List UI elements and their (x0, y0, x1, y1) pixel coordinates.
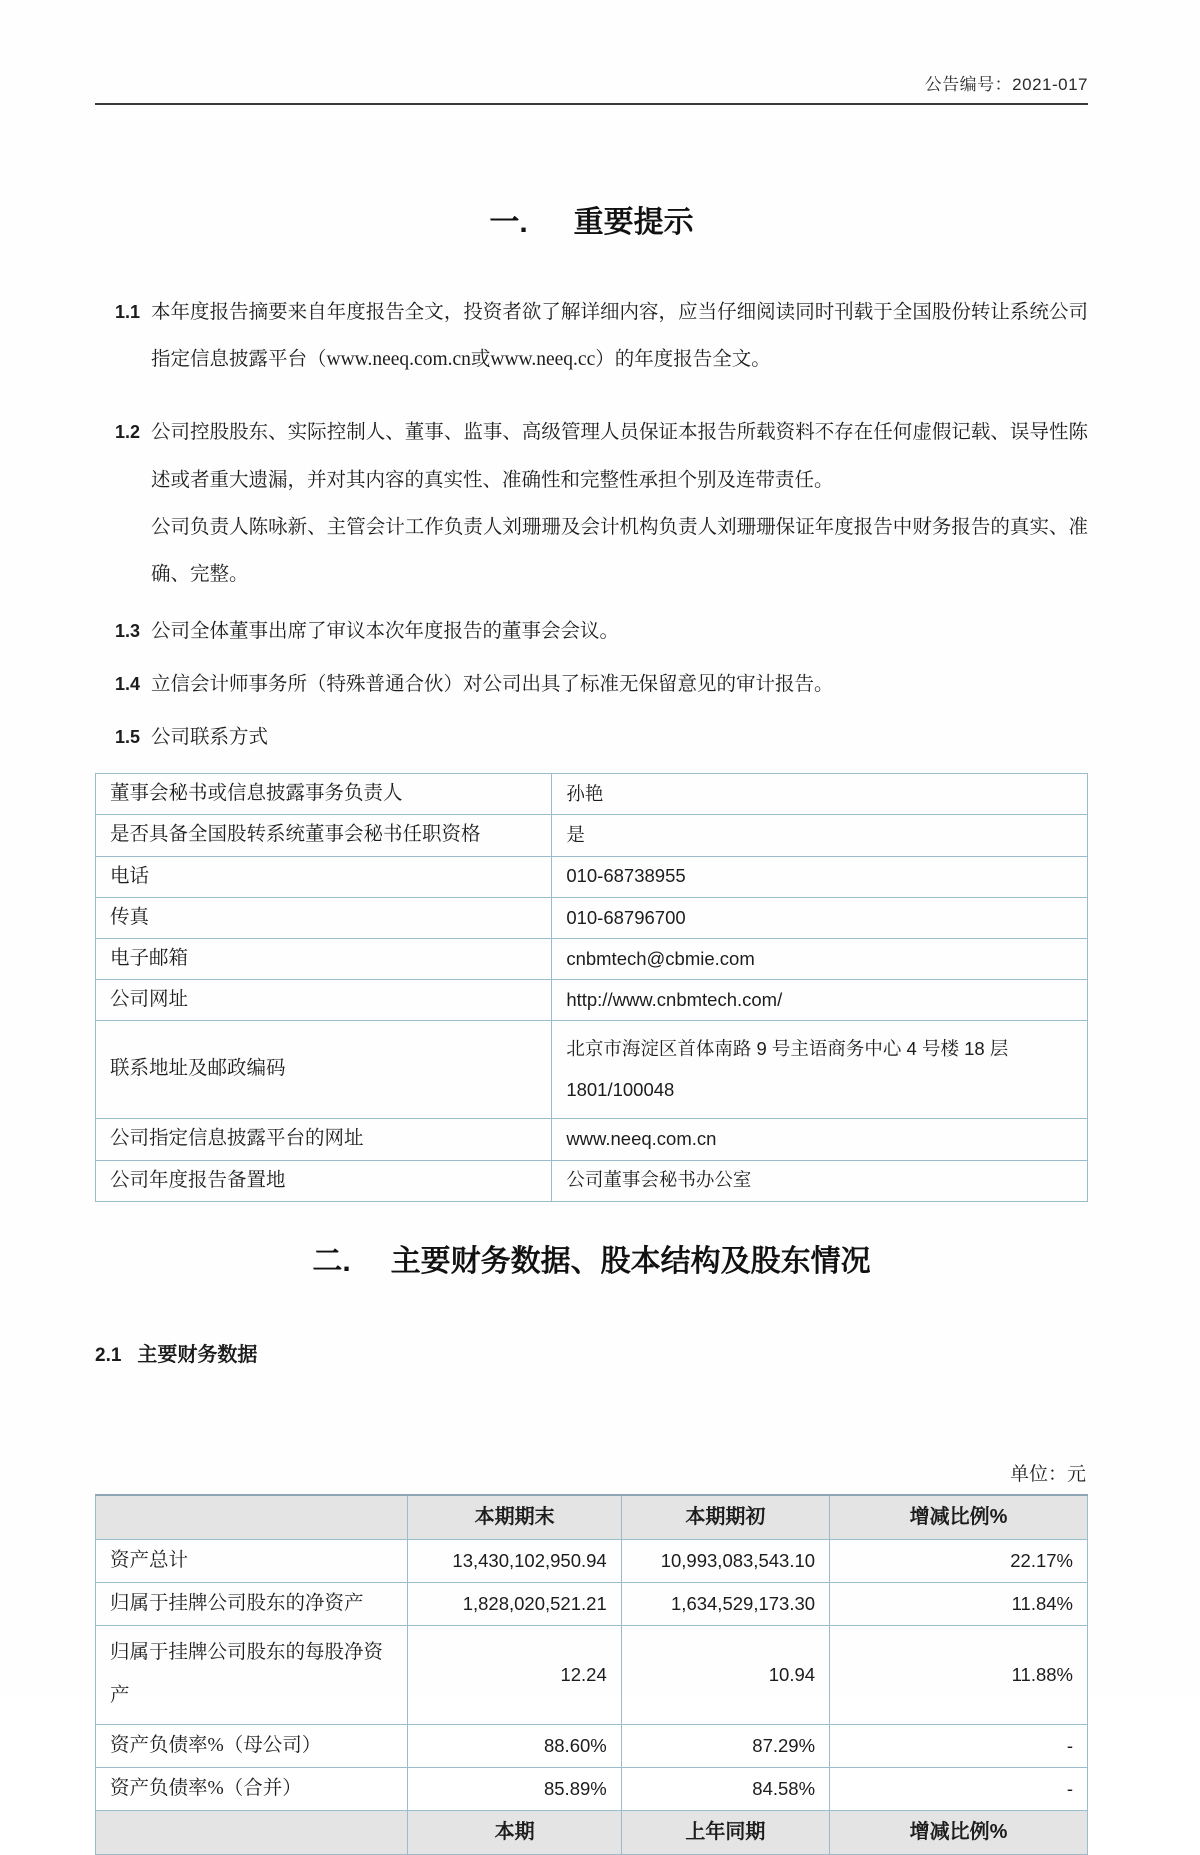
financial-value: 13,430,102,950.94 (408, 1539, 621, 1582)
item-1-3-number: 1.3 (115, 621, 141, 642)
contact-value: 010-68738955 (552, 856, 1088, 897)
financial-value: 85.89% (408, 1767, 621, 1810)
contact-label: 联系地址及邮政编码 (96, 1021, 552, 1119)
header-cell: 增减比例% (830, 1495, 1088, 1540)
contact-label: 公司网址 (96, 979, 552, 1020)
table-row (96, 1160, 1088, 1201)
contact-value: 010-68796700 (552, 897, 1088, 938)
section2-title-text: 主要财务数据、股本结构及股东情况 (390, 1244, 871, 1278)
financial-label: 资产负债率%（合并） (96, 1767, 408, 1810)
item-1-5 (95, 718, 1088, 757)
financial-data-table (95, 1494, 1088, 1855)
financial-value: 88.60% (408, 1724, 621, 1767)
section2-title (95, 1236, 1088, 1280)
item-1-3-text: 公司全体董事出席了审议本次年度报告的董事会会议。 (151, 621, 620, 643)
unit-label: 单位：元 (1009, 1463, 1086, 1485)
financial-value: 10,993,083,543.10 (621, 1539, 829, 1582)
financial-value: - (830, 1724, 1088, 1767)
financial-value: - (830, 1767, 1088, 1810)
notice-number: 公告编号：2021-017 (924, 75, 1088, 94)
contact-value: 孙艳 (552, 774, 1088, 815)
contact-value: 是 (552, 815, 1088, 856)
financial-value: 1,828,020,521.21 (408, 1582, 621, 1625)
contact-value: 公司董事会秘书办公室 (552, 1160, 1088, 1201)
table-row (96, 938, 1088, 979)
financial-value: 12.24 (408, 1625, 621, 1724)
section1-title (95, 197, 1088, 241)
financial-label: 归属于挂牌公司股东的每股净资产 (96, 1625, 408, 1724)
contact-label: 公司年度报告备置地 (96, 1160, 552, 1201)
subsection-2-1-number: 2.1 (95, 1344, 122, 1366)
contact-value: cnbmtech@cbmie.com (552, 938, 1088, 979)
financial-value: 84.58% (621, 1767, 829, 1810)
contact-label: 是否具备全国股转系统董事会秘书任职资格 (96, 815, 552, 856)
contact-value: http://www.cnbmtech.com/ (552, 979, 1088, 1020)
section1-title-text: 重要提示 (573, 206, 694, 239)
financial-footer-header-row (96, 1810, 1088, 1854)
financial-value: 11.84% (830, 1582, 1088, 1625)
table-row (96, 897, 1088, 938)
contact-value: www.neeq.com.cn (552, 1119, 1088, 1160)
contact-label: 电子邮箱 (96, 938, 552, 979)
table-row (96, 1724, 1088, 1767)
table-row (96, 1539, 1088, 1582)
item-1-2-number: 1.2 (115, 422, 141, 443)
item-1-2-text: 公司控股股东、实际控制人、董事、监事、高级管理人员保证本报告所载资料不存在任何虚假记载、误导性陈述或者重大遗漏，并对其内容的真实性、准确性和完整性承担个别及连带责任。 (151, 422, 1088, 491)
financial-value: 22.17% (830, 1539, 1088, 1582)
item-1-5-number: 1.5 (115, 727, 141, 748)
contact-label: 董事会秘书或信息披露事务负责人 (96, 774, 552, 815)
footer-cell-empty (96, 1810, 408, 1854)
financial-value: 1,634,529,173.30 (621, 1582, 829, 1625)
item-1-5-text: 公司联系方式 (151, 727, 269, 749)
footer-cell: 本期 (408, 1810, 621, 1854)
contact-label: 电话 (96, 856, 552, 897)
table-row (96, 1767, 1088, 1810)
item-1-1 (95, 289, 1088, 383)
contact-label: 传真 (96, 897, 552, 938)
table-row (96, 1119, 1088, 1160)
table-row (96, 856, 1088, 897)
financial-value: 11.88% (830, 1625, 1088, 1724)
financial-value: 10.94 (621, 1625, 829, 1724)
header-cell: 本期期末 (408, 1495, 621, 1540)
item-1-4-number: 1.4 (115, 674, 141, 695)
section2-number: 二. (312, 1244, 351, 1278)
item-1-2 (95, 409, 1088, 503)
table-row (96, 979, 1088, 1020)
footer-cell: 增减比例% (830, 1810, 1088, 1854)
table-row (96, 1582, 1088, 1625)
item-1-1-text: 本年度报告摘要来自年度报告全文，投资者欲了解详细内容，应当仔细阅读同时刊载于全国股份转让系统公司指定信息披露平台（www.neeq.com.cn或www.neeq.cc）的年度报告全文。 (151, 302, 1088, 371)
footer-cell: 上年同期 (621, 1810, 829, 1854)
table-row (96, 1625, 1088, 1724)
section1-number: 一. (489, 206, 528, 239)
financial-value: 87.29% (621, 1724, 829, 1767)
financial-label: 资产负债率%（母公司） (96, 1724, 408, 1767)
subsection-2-1-text: 主要财务数据 (137, 1343, 258, 1366)
item-1-4-text: 立信会计师事务所（特殊普通合伙）对公司出具了标准无保留意见的审计报告。 (151, 674, 834, 696)
table-row (96, 815, 1088, 856)
contact-value: 北京市海淀区首体南路 9 号主语商务中心 4 号楼 18 层 1801/100048 (552, 1021, 1088, 1119)
item-1-3 (95, 612, 1088, 651)
financial-label: 资产总计 (96, 1539, 408, 1582)
item-1-2-continuation: 公司负责人陈咏新、主管会计工作负责人刘珊珊及会计机构负责人刘珊珊保证年度报告中财务报告的真实、准确、完整。 (151, 516, 1088, 585)
header-rule (95, 103, 1088, 105)
contact-label: 公司指定信息披露平台的网址 (96, 1119, 552, 1160)
contact-info-table (95, 773, 1088, 1202)
financial-header-row (96, 1495, 1088, 1540)
header-cell: 本期期初 (621, 1495, 829, 1540)
header-cell-empty (96, 1495, 408, 1540)
item-1-4 (95, 665, 1088, 704)
item-1-1-number: 1.1 (115, 302, 141, 322)
financial-label: 归属于挂牌公司股东的净资产 (96, 1582, 408, 1625)
table-row (96, 1021, 1088, 1119)
subsection-2-1-title (95, 1338, 1088, 1367)
table-row (96, 774, 1088, 815)
